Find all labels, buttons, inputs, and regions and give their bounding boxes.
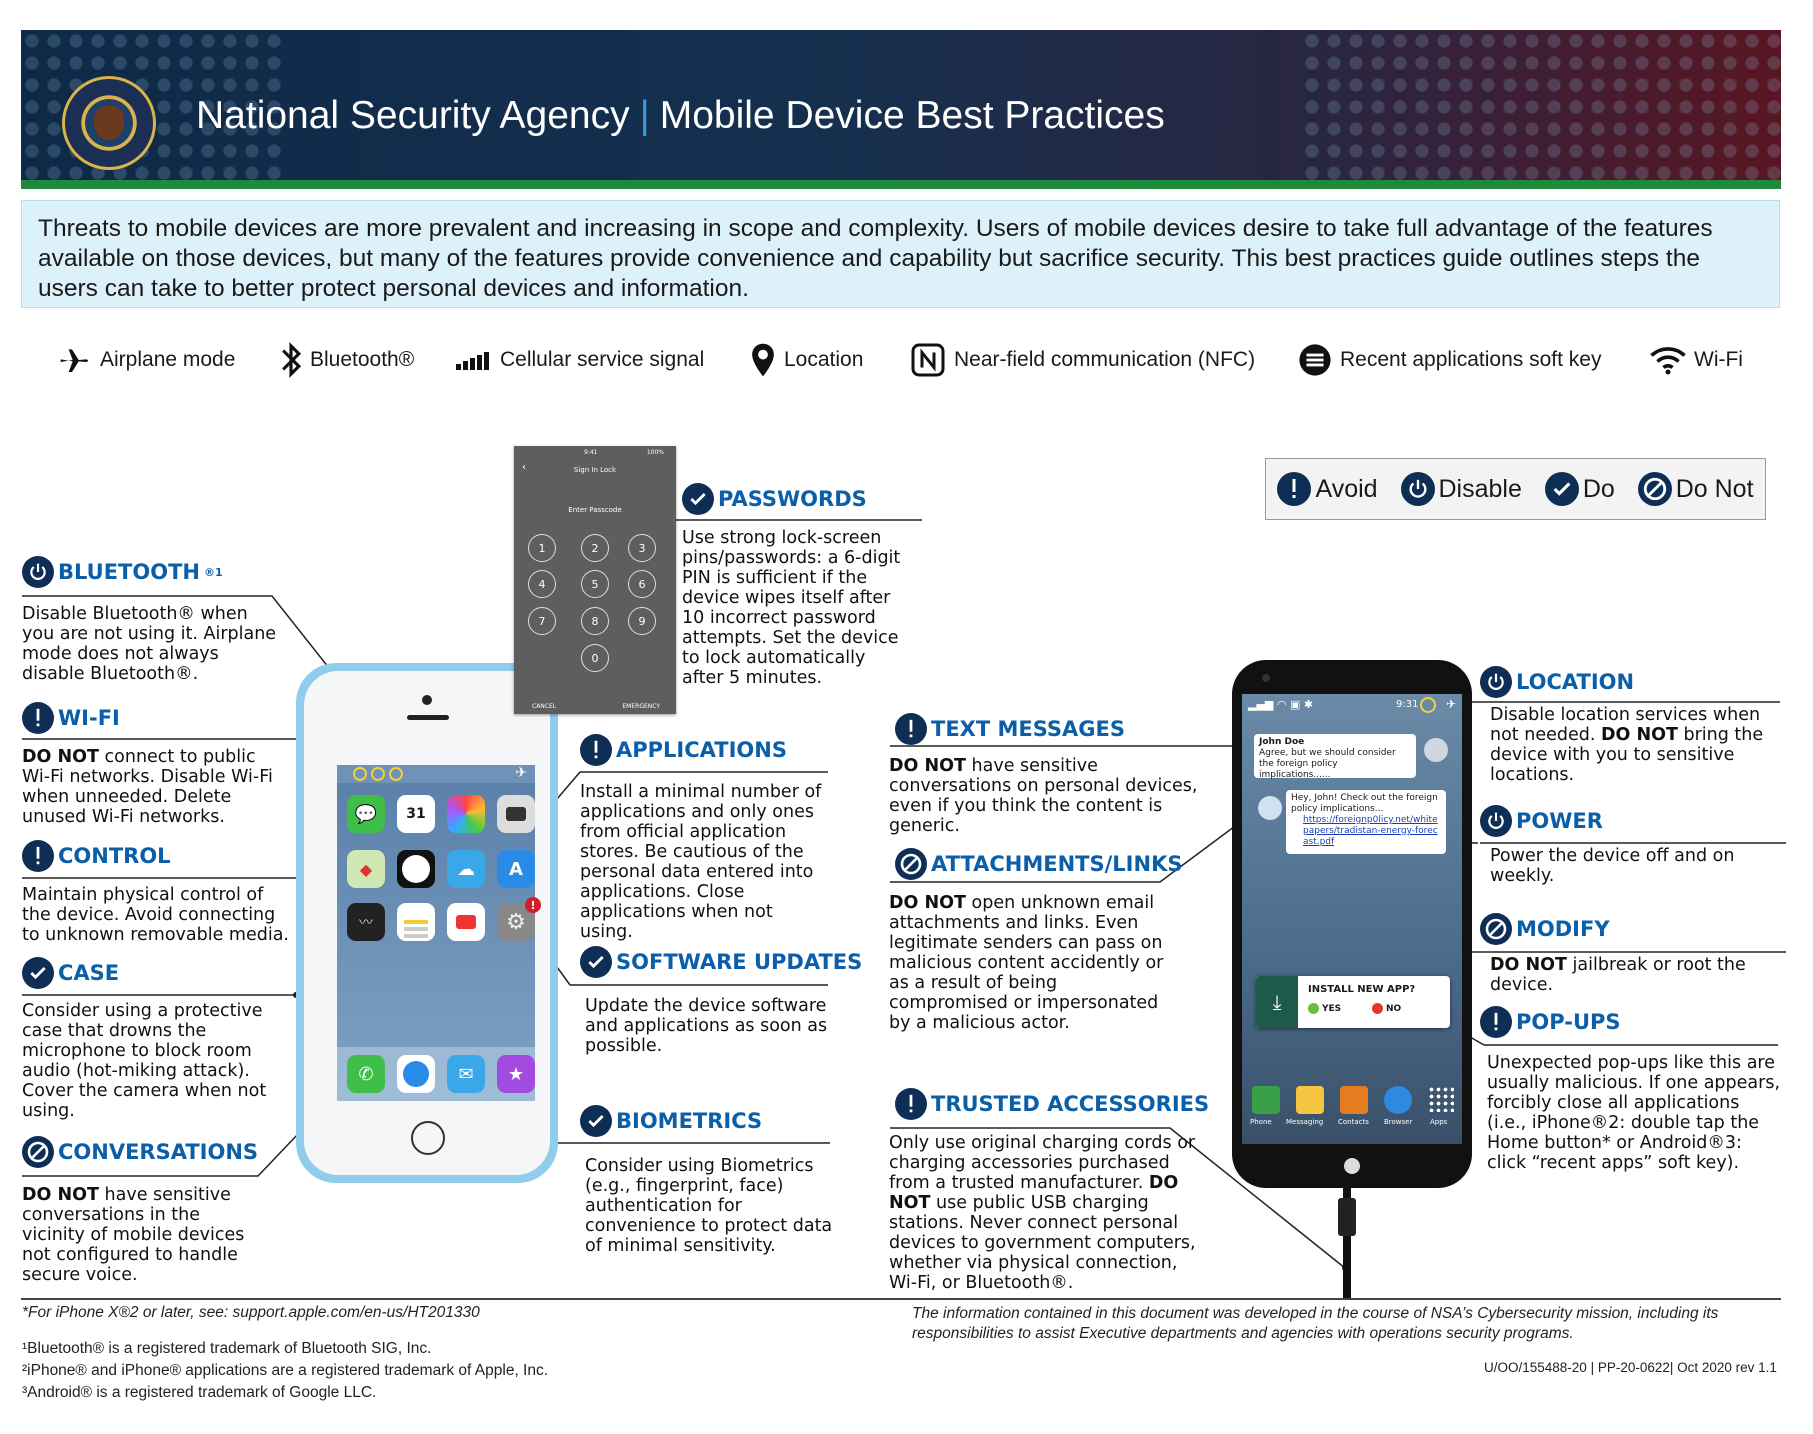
section-power-body: Power the device off and on weekly. [1490,846,1735,886]
recent-apps-soft-key-icon [1344,1158,1360,1174]
keypad-key: 8 [581,607,609,635]
android-status-bar [1242,694,1462,718]
mail-app-icon: ✉ [447,1055,485,1093]
popup-title: INSTALL NEW APP? [1308,984,1416,995]
icon-key-box [1265,458,1766,520]
legend-label: Location [784,348,864,371]
section-software-updates-body: Update the device software and applications as soon as possible. [585,996,828,1056]
avoid-icon [1480,1006,1512,1038]
key-label: Avoid [1315,474,1378,503]
section-trusted-accessories-heading [895,1088,1209,1120]
avoid-icon [1277,472,1311,506]
video-app-icon [447,903,485,941]
section-location-body [1490,705,1780,785]
do-not-label: DO NOT [889,1173,1179,1213]
android-dock [1242,1086,1462,1136]
agency-name: National Security Agency [196,94,630,137]
phone-app-icon [1252,1086,1280,1114]
keypad-key: 9 [628,607,656,635]
footer-trademark-android: ³Android® is a registered trademark of Google LLC. [22,1384,377,1401]
checkmark-icon [1545,472,1579,506]
status-time: 9:41 [584,449,598,456]
section-title-sup: ®1 [203,565,223,579]
section-biometrics-body: Consider using Biometrics (e.g., fingerprint, face) authentication for convenience to protect data of minimal sensitivity. [585,1156,833,1256]
avoid-icon [22,702,54,734]
title-separator: | [639,94,650,137]
key-do-not [1638,472,1754,506]
avatar [1424,738,1448,762]
message-sender: John Doe [1259,737,1305,747]
power-icon [22,556,54,588]
document-title: Mobile Device Best Practices [659,94,1165,137]
section-conversations-heading [22,1136,258,1168]
power-icon [1480,666,1512,698]
cancel-label: CANCEL [532,703,557,710]
avoid-icon [895,1088,927,1120]
legend-wifi [1650,340,1743,380]
section-modify-body [1490,955,1790,995]
location-pin-icon [750,342,776,378]
section-applications-body: Install a minimal number of applications and only ones from official application stores. Be cautious of the personal data entered into applications. Close applications when not using. [580,782,822,942]
legend-label: Recent applications soft key [1340,348,1602,371]
cellular-signal-icon [456,350,492,370]
weather-app-icon: ☁ [447,850,485,888]
section-trusted-accessories-body [889,1133,1204,1293]
key-do [1545,472,1615,506]
legend-location [750,340,863,380]
checkmark-icon [580,1105,612,1137]
prohibited-icon [895,848,927,880]
legend-label: Bluetooth® [310,348,415,371]
wifi-icon [353,767,367,781]
status-icons: ▂▄▆ ◠ ▣ ✱ [1248,698,1314,711]
checkmark-icon [682,483,714,515]
section-bluetooth-heading [22,556,223,588]
passcode-prompt: Enter Passcode [568,506,622,514]
front-camera [1262,674,1270,682]
section-title: ATTACHMENTS/LINKS [931,852,1183,876]
legend-label: Airplane mode [100,348,236,371]
section-applications-heading [580,734,787,766]
section-title: LOCATION [1516,670,1635,694]
nfc-icon [910,342,946,378]
section-title: CONTROL [58,844,171,868]
key-label: Disable [1438,474,1522,503]
front-camera [422,695,432,705]
messages-app-icon: 💬 [347,795,385,833]
section-title: MODIFY [1516,917,1610,941]
section-title: POP-UPS [1516,1010,1621,1034]
legend-label: Wi-Fi [1694,348,1743,371]
browser-app-icon [1384,1086,1412,1114]
earpiece [407,715,449,720]
section-software-updates-heading [580,946,862,978]
keypad-key: 4 [528,570,556,598]
iphone-dock [337,1047,535,1101]
section-control-heading [22,840,171,872]
do-not-label: DO NOT [889,756,966,776]
message-bubble-incoming [1254,734,1416,778]
footer-document-id: U/OO/155488-20 | PP-20-0622| Oct 2020 rev 1.1 [1484,1360,1777,1375]
legend-label: Near-field communication (NFC) [954,348,1256,371]
legend-label: Cellular service signal [500,348,705,371]
section-title: PASSWORDS [718,487,867,511]
section-conversations-body [22,1185,252,1285]
safari-app-icon [397,1055,435,1093]
message-text: Hey, John! Check out the foreign policy implications... [1291,793,1438,814]
page-title [196,94,1165,138]
legend-recent-apps [1298,340,1601,380]
section-text: open unknown email attachments and links. Even legitimate senders can pass on malicious content accidently or as a result of being compromised or impersonated by a malicious actor. [889,893,1164,1033]
section-title: TRUSTED ACCESSORIES [931,1092,1210,1116]
nsa-seal-logo [62,76,156,170]
popup-no-label: NO [1386,1003,1402,1014]
nfc-icon [371,767,385,781]
do-not-label: DO NOT [1490,955,1567,975]
recent-apps-icon [1298,343,1332,377]
dock-label: Contacts [1338,1118,1369,1126]
airplane-icon [56,344,92,376]
keypad-key: 7 [528,607,556,635]
footer-rule [21,1298,1781,1300]
footer-iphone-note [22,1304,480,1322]
section-attachments-body [889,893,1169,1033]
maps-app-icon: ◆ [347,850,385,888]
usb-connector [1338,1198,1356,1236]
header-dot-pattern [1301,30,1781,180]
dock-label: Apps [1430,1118,1448,1126]
settings-app-icon: ⚙ [497,903,535,941]
section-text: have sensitive conversations on personal devices, even if you think the content is generic. [889,756,1198,836]
footer-text: *For iPhone X®2 or later, see: support.apple.com/en-us/HT201330 [22,1304,480,1321]
airplane-icon: ✈ [1445,697,1456,711]
section-text-messages-body [889,756,1209,836]
status-time: 9:31 [1396,699,1419,710]
section-popups-body: Unexpected pop-ups like this are usually malicious. If one appears, forcibly close all applications (i.e., iPhone®2: double tap the Home button* or Android®3: click “recent apps” soft key). [1487,1053,1781,1173]
checkmark-icon [22,957,54,989]
contacts-app-icon [1340,1086,1368,1114]
section-popups-heading [1480,1006,1621,1038]
section-title: BIOMETRICS [616,1109,763,1133]
phone-app-icon: ✆ [347,1055,385,1093]
iphone-screen [337,765,535,1101]
bluetooth-icon [389,767,403,781]
section-modify-heading [1480,913,1610,945]
section-text: have sensitive conversations in the vicinity of mobile devices not configured to handle secure voice. [22,1185,245,1285]
footer-text: The information contained in this document was developed in the course of NSA’s Cybersecurity mission, including its responsibilities to assist Executive departments and agencies with operations security programs. [912,1305,1719,1342]
passcode-screen-illustration [514,446,676,714]
popup-yes-label: YES [1322,1003,1342,1014]
do-not-label: DO NOT [1600,725,1678,745]
download-icon: ⤓ [1256,976,1298,1028]
apps-grid-icon [1428,1086,1454,1112]
section-passwords-body: Use strong lock-screen pins/passwords: a 6-digit PIN is sufficient if the device wipes itself after 10 incorrect password attempts. Set the device to lock automatically after 5 minutes. [682,528,901,688]
section-control-body: Maintain physical control of the device. Avoid connecting to unknown removable media. [22,885,289,945]
message-bubble-outgoing [1286,790,1446,854]
section-case-body: Consider using a protective case that drowns the microphone to block room audio (hot-miking attack). Cover the camera when not using. [22,1001,267,1121]
keypad-key: 2 [581,534,609,562]
camera-app-icon [497,795,535,833]
footer-trademark-bluetooth: ¹Bluetooth® is a registered trademark of Bluetooth SIG, Inc. [22,1340,432,1357]
malicious-link[interactable]: https://foreignp0licy.net/whitepapers/tradistan-energy-forecast.pdf [1303,815,1438,847]
section-title: POWER [1516,809,1603,833]
do-not-label: DO NOT [22,1185,99,1205]
section-text: Only use original charging cords or charging accessories purchased from a trusted manufacturer. [889,1133,1196,1193]
notes-app-icon [397,903,435,941]
keypad-key: 5 [581,570,609,598]
section-text: use public USB charging stations. Never connect personal devices to government computers, whether via physical connection, Wi-Fi, or Bluetooth®. [889,1193,1196,1293]
status-battery: 100% [646,449,664,456]
key-label: Do Not [1675,474,1754,503]
calendar-app-icon: 31 [397,795,435,833]
prohibited-icon [1638,472,1672,506]
iphone-status-bar [337,765,535,783]
prohibited-icon [1480,913,1512,945]
message-text: Agree, but we should consider the foreign policy implications...... [1259,748,1396,780]
section-attachments-heading [895,848,1182,880]
key-label: Do [1582,474,1615,503]
android-screen [1242,694,1462,1144]
intro-paragraph: Threats to mobile devices are more prevalent and increasing in scope and complexity. Users of mobile devices desire to take full advantage of the features available on those devices, but many of the features provide convenience and capability but sacrifice security. This best practices guide outlines steps the users can take to better protect personal devices and information. [21,200,1780,308]
yes-check-icon [1308,1003,1319,1014]
section-text-messages-heading [895,713,1125,745]
favorites-app-icon: ★ [497,1055,535,1093]
section-biometrics-heading [580,1105,762,1137]
section-case-heading [22,957,119,989]
popup-yes-button[interactable] [1308,1003,1341,1014]
stocks-app-icon: 〰 [347,903,385,941]
checkmark-icon [580,946,612,978]
no-x-icon [1372,1003,1383,1014]
power-icon [1480,805,1512,837]
legend-airplane [56,340,235,380]
dock-label: Phone [1250,1118,1272,1126]
keypad-key: 6 [628,570,656,598]
home-button-fingerprint-icon [411,1121,445,1155]
prohibited-icon [22,1136,54,1168]
avatar [1258,796,1282,820]
messaging-app-icon [1296,1086,1324,1114]
section-title: CONVERSATIONS [58,1140,259,1164]
clock-app-icon [397,850,435,888]
key-disable [1401,472,1522,506]
update-alert-badge: ! [525,897,541,913]
back-chevron-icon: ‹ [522,462,526,473]
footer-disclaimer [912,1304,1752,1344]
keypad-key: 1 [528,534,556,562]
section-wifi-heading [22,702,120,734]
power-icon [1401,472,1435,506]
section-title: BLUETOOTH [58,560,200,584]
avoid-icon [895,713,927,745]
footer-trademark-iphone: ²iPhone® and iPhone® applications are a registered trademark of Apple, Inc. [22,1362,549,1379]
app-store-icon: A [497,850,535,888]
section-text: Disable location services when not needed. [1490,705,1761,745]
section-text: connect to public Wi-Fi networks. Disable Wi-Fi when unneeded. Delete unused Wi-Fi networks. [22,747,273,827]
dock-label: Messaging [1286,1118,1324,1126]
section-title: SOFTWARE UPDATES [616,950,863,974]
location-pin-icon [1420,697,1436,713]
section-power-heading [1480,805,1603,837]
do-not-label: DO NOT [22,747,99,767]
popup-no-button[interactable] [1372,1003,1401,1014]
android-illustration [1232,660,1472,1188]
header-green-stripe [21,180,1781,189]
dock-label: Browser [1384,1118,1413,1126]
do-not-label: DO NOT [889,893,966,913]
key-avoid [1277,472,1377,506]
install-app-popup [1256,976,1450,1028]
legend-bluetooth [280,340,414,380]
avoid-icon [22,840,54,872]
photos-app-icon [447,795,485,833]
iphone-illustration [296,663,558,1183]
keypad-key: 0 [581,644,609,672]
section-title: APPLICATIONS [616,738,787,762]
legend-cellular [456,340,704,380]
bluetooth-icon [280,340,302,380]
section-title: TEXT MESSAGES [931,717,1126,741]
section-title: CASE [58,961,120,985]
section-bluetooth-body: Disable Bluetooth® when you are not using it. Airplane mode does not always disable Bluetooth®. [22,604,277,684]
section-wifi-body [22,747,287,827]
section-text: jailbreak or root the device. [1490,955,1746,995]
keypad-key: 3 [628,534,656,562]
airplane-icon: ✈ [515,765,527,781]
section-title: WI-FI [58,706,120,730]
passcode-title: Sign In Lock [573,466,617,474]
wifi-icon [1650,345,1686,375]
avoid-icon [580,734,612,766]
section-text: bring the device with you to sensitive locations. [1490,725,1764,785]
section-location-heading [1480,666,1634,698]
emergency-label: EMERGENCY [622,703,660,710]
legend-nfc [910,340,1255,380]
section-passwords-heading [682,483,867,515]
